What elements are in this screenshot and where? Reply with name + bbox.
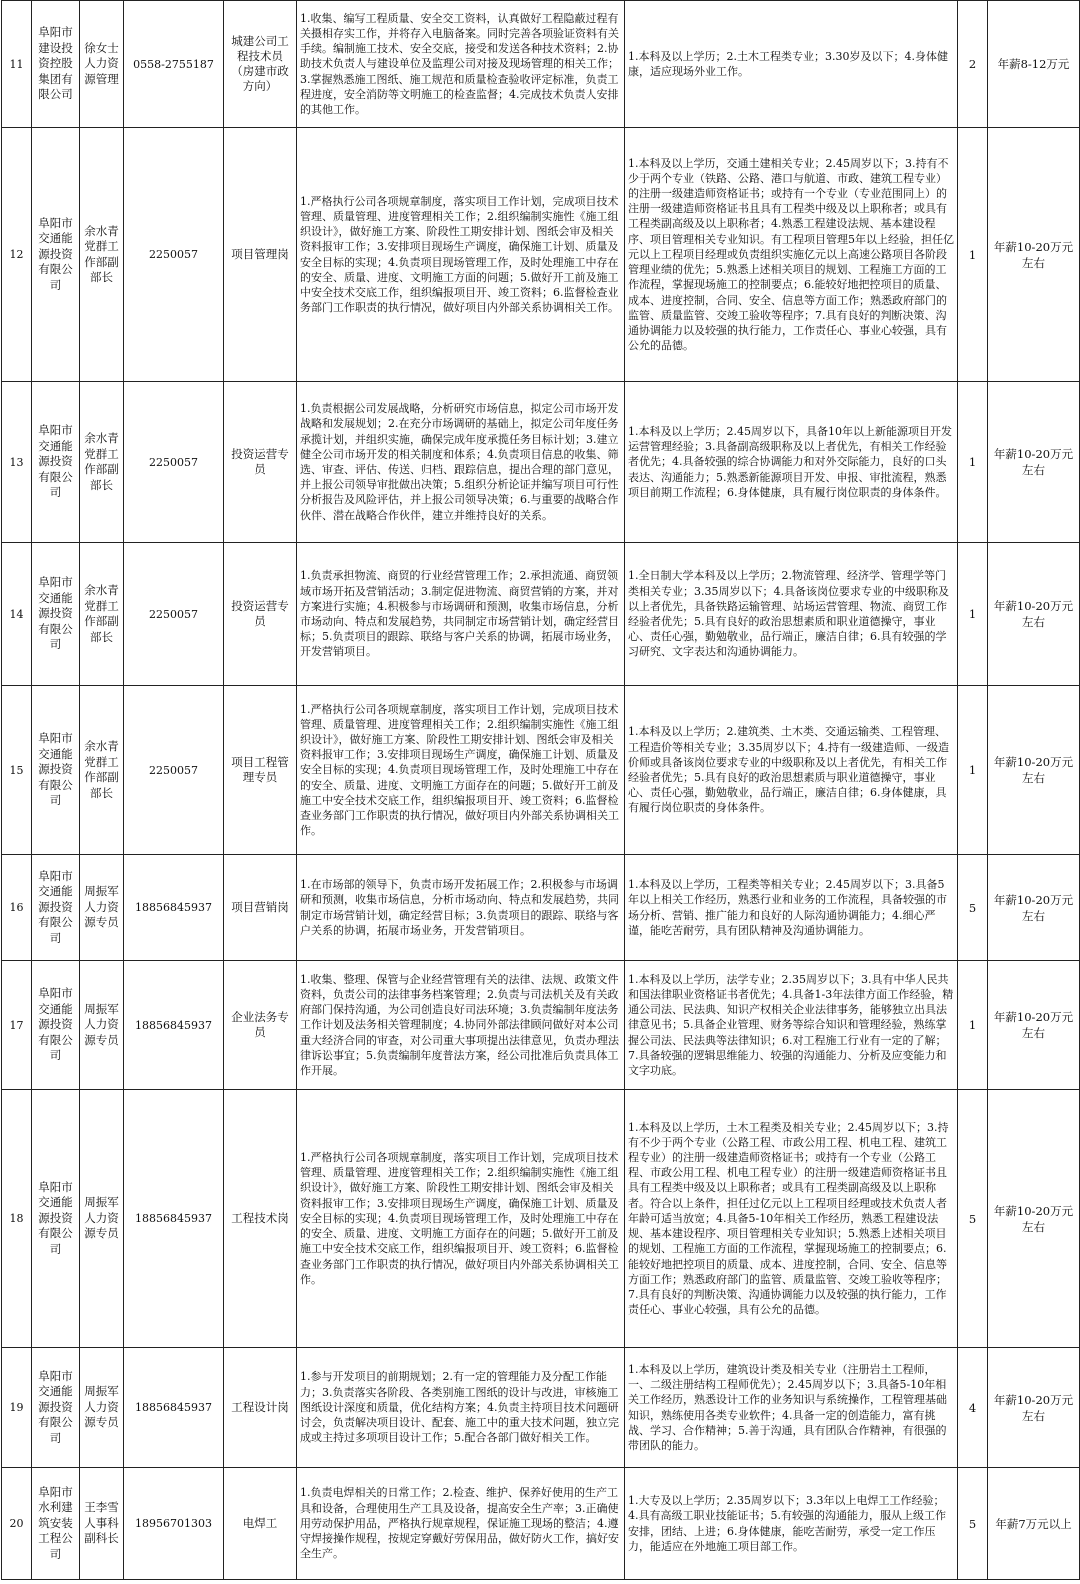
company-name: 阜阳市交通能源投资有限公司 <box>32 382 80 543</box>
contact-phone: 18856845937 <box>124 1348 224 1468</box>
job-duties: 1.在市场部的领导下，负责市场开发拓展工作；2.积极参与市场调研和预测，收集市场信息，分析市场动向、特点和发展趋势，共同制定市场营销计划，确定经营目标；3.负责项目的跟踪、联络与客户关系的协调，拓展市场业务，开发营销项目。 <box>297 855 625 961</box>
table-row <box>2 961 1080 1090</box>
company-name: 阜阳市交通能源投资有限公司 <box>32 686 80 855</box>
job-duties: 1.严格执行公司各项规章制度，落实项目工作计划，完成项目技术管理、质量管理、进度管理相关工作；2.组织编制实施性《施工组织设计》，做好施工方案、阶段性工期安排计划、图纸会审及相关资料报审工作；3.安排项目现场生产调度，确保施工计划、质量及安全目标的实现；4.负责项目现场管理工作，及时处理施工中存在的安全、质量、进度、文明施工方面存在的问题；5.做好开工前及施工中安全技术交底工作，组织编报项目开、竣工资料；6.监督检查业务部门工作职责的执行情况，做好项目内外部关系协调相关工作。 <box>297 1090 625 1348</box>
job-duties: 1.负责电焊相关的日常工作；2.检查、维护、保养好使用的生产工具和设备，合理使用生产工具及设备，提高安全生产率；3.正确使用劳动保护用品，严格执行规章规程，保证施工现场的整洁；4.遵守焊接操作规程，按规定穿戴好劳保用品，做好防火工作，搞好安全生产。 <box>297 1468 625 1580</box>
contact-person: 周振军人力资源专员 <box>80 1090 124 1348</box>
row-number: 16 <box>2 855 32 961</box>
salary: 年薪10-20万元左右 <box>988 128 1080 382</box>
row-number: 12 <box>2 128 32 382</box>
row-number: 19 <box>2 1348 32 1468</box>
contact-person: 余水青党群工作部副部长 <box>80 128 124 382</box>
salary: 年薪7万元以上 <box>988 1468 1080 1580</box>
job-duties: 1.负责承担物流、商贸的行业经营管理工作；2.承担流通、商贸领域市场开拓及营销活动；3.制定促进物流、商贸营销的方案，并对方案进行实施；4.积极参与市场调研和预测，收集市场信息，分析市场动向、特点和发展趋势，共同制定市场营销计划，确定经营目标；5.负责项目的跟踪、联络与客户关系的协调，拓展市场业务，开发营销项目。 <box>297 543 625 686</box>
table-row <box>2 1348 1080 1468</box>
company-name: 阜阳市交通能源投资有限公司 <box>32 1090 80 1348</box>
company-name: 阜阳市交通能源投资有限公司 <box>32 128 80 382</box>
position-title: 投资运营专员 <box>224 382 297 543</box>
salary: 年薪10-20万元左右 <box>988 1090 1080 1348</box>
contact-phone: 2250057 <box>124 382 224 543</box>
company-name: 阜阳市交通能源投资有限公司 <box>32 961 80 1090</box>
salary: 年薪10-20万元左右 <box>988 686 1080 855</box>
position-title: 项目营销岗 <box>224 855 297 961</box>
hiring-count: 5 <box>958 1090 988 1348</box>
table-row <box>2 128 1080 382</box>
job-requirements: 1.本科及以上学历，建筑设计类及相关专业（注册岩土工程师，一、二级注册结构工程师优先）；2.45周岁以下；3.具备5-10年相关工作经历，熟悉设计工作的业务知识与系统操作，工程管理基础知识，熟练使用各类专业软件；4.具备一定的创造能力，富有挑战、学习、合作精神；5.善于沟通，具有团队合作精神，有很强的带团队的能力。 <box>625 1348 958 1468</box>
salary: 年薪8-12万元 <box>988 1 1080 128</box>
contact-person: 徐女士人力资源管理 <box>80 1 124 128</box>
job-requirements: 1.全日制大学本科及以上学历；2.物流管理、经济学、管理学等门类相关专业；3.35周岁以下；4.具备该岗位要求专业的中级职称及以上者优先，具备铁路运输管理、站场运营管理、物流、商贸工作经验者优先；5.具有良好的政治思想素质和职业道德操守，事业心、责任心强，勤勉敬业，品行端正，廉洁自律；6.具有较强的学习研究、文字表达和沟通协调能力。 <box>625 543 958 686</box>
hiring-count: 1 <box>958 686 988 855</box>
position-title: 工程设计岗 <box>224 1348 297 1468</box>
hiring-count: 1 <box>958 382 988 543</box>
job-requirements: 1.本科及以上学历；2.土木工程类专业；3.30岁及以下；4.身体健康，适应现场外业工作。 <box>625 1 958 128</box>
salary: 年薪10-20万元左右 <box>988 961 1080 1090</box>
job-requirements: 1.本科及以上学历，法学专业；2.35周岁以下；3.具有中华人民共和国法律职业资格证书者优先；4.具备1-3年法律方面工作经验，精通公司法、民法典、知识产权相关企业法律事务，能够独立出具法律意见书；5.具备企业管理、财务等综合知识和管理经验，熟练掌握公司法、民法典等法律知识；6.对工程施工行业有一定的了解；7.具备较强的逻辑思维能力、较强的沟通能力、分析及应变能力和文字功底。 <box>625 961 958 1090</box>
table-row <box>2 855 1080 961</box>
salary: 年薪10-20万元左右 <box>988 855 1080 961</box>
position-title: 项目管理岗 <box>224 128 297 382</box>
company-name: 阜阳市水利建筑安装工程公司 <box>32 1468 80 1580</box>
table-row <box>2 1468 1080 1580</box>
table-row <box>2 382 1080 543</box>
company-name: 阜阳市交通能源投资有限公司 <box>32 1348 80 1468</box>
hiring-count: 5 <box>958 855 988 961</box>
contact-person: 余水青党群工作部副部长 <box>80 686 124 855</box>
row-number: 17 <box>2 961 32 1090</box>
company-name: 阜阳市交通能源投资有限公司 <box>32 543 80 686</box>
contact-phone: 2250057 <box>124 686 224 855</box>
contact-phone: 18856845937 <box>124 961 224 1090</box>
table-row <box>2 1 1080 128</box>
row-number: 11 <box>2 1 32 128</box>
job-duties: 1.严格执行公司各项规章制度，落实项目工作计划，完成项目技术管理、质量管理、进度管理相关工作；2.组织编制实施性《施工组织设计》，做好施工方案、阶段性工期安排计划、图纸会审及相关资料报审工作；3.安排项目现场生产调度，确保施工计划、质量及安全目标的实现；4.负责项目现场管理工作，及时处理施工中存在的安全、质量、进度、文明施工方面的问题；5.做好开工前及施工中安全技术交底工作，组织编报项目开、竣工资料；6.监督检查业务部门工作职责的执行情况，做好项目内外部关系协调相关工作。 <box>297 128 625 382</box>
position-title: 城建公司工程技术员（房建市政方向） <box>224 1 297 128</box>
contact-person: 周振军人力资源专员 <box>80 961 124 1090</box>
hiring-count: 2 <box>958 1 988 128</box>
company-name: 阜阳市建设投资控股集团有限公司 <box>32 1 80 128</box>
contact-phone: 2250057 <box>124 543 224 686</box>
table-row <box>2 543 1080 686</box>
hiring-count: 1 <box>958 961 988 1090</box>
salary: 年薪10-20万元左右 <box>988 543 1080 686</box>
contact-phone: 18856845937 <box>124 1090 224 1348</box>
position-title: 工程技术岗 <box>224 1090 297 1348</box>
hiring-count: 1 <box>958 128 988 382</box>
table-row <box>2 1090 1080 1348</box>
contact-person: 余水青党群工作部副部长 <box>80 382 124 543</box>
job-requirements: 1.本科及以上学历，土木工程类及相关专业；2.45周岁以下；3.持有不少于两个专业（公路工程、市政公用工程、机电工程、建筑工程专业）的注册一级建造师资格证书；或持有一个专业（公路工程、市政公用工程、机电工程专业）的注册一级建造师资格证书且具有工程类中级及以上职称者；或具有工程类副高级及以上职称者。符合以上条件，担任过亿元以上工程项目经理或技术负责人者年龄可适当放宽；4.具备5-10年相关工作经历，熟悉工程建设法规、基本建设程序、项目管理相关专业知识；5.熟悉上述相关项目的规划、工程施工方面的工作流程，掌握现场施工的控制要点；6.能较好地把控项目的质量、成本、进度控制，合同、安全、信息等方面工作；熟悉政府部门的监管、质量监管、交竣工验收等程序；7.具有良好的判断决策、沟通协调能力以及较强的执行能力，工作责任心、事业心较强，具有公允的品德。 <box>625 1090 958 1348</box>
contact-phone: 0558-2755187 <box>124 1 224 128</box>
row-number: 13 <box>2 382 32 543</box>
job-listing-table <box>1 0 1080 1580</box>
hiring-count: 5 <box>958 1468 988 1580</box>
hiring-count: 4 <box>958 1348 988 1468</box>
row-number: 20 <box>2 1468 32 1580</box>
position-title: 电焊工 <box>224 1468 297 1580</box>
job-requirements: 1.本科及以上学历，交通土建相关专业；2.45周岁以下；3.持有不少于两个专业（铁路、公路、港口与航道、市政、建筑工程专业）的注册一级建造师资格证书；或持有一个专业（专业范围同上）的注册一级建造师资格证书且具有工程类中级及以上职称者；或具有工程类副高级及以上职称者；4.熟悉工程建设法规、基本建设程序、项目管理相关专业知识。有工程项目管理5年以上经验，担任亿元以上工程项目经理或负责组织实施亿元以上高速公路项目各阶段管理业绩的优先；5.熟悉上述相关项目的规划、工程施工方面的工作流程，掌握现场施工的控制要点；6.能较好地把控项目的质量、成本、进度控制，合同、安全、信息等方面工作；熟悉政府部门的监管、质量监管、交竣工验收等程序；7.具有良好的判断决策、沟通协调能力以及较强的执行能力，工作责任心、事业心较强，具有公允的品德。 <box>625 128 958 382</box>
contact-person: 余水青党群工作部副部长 <box>80 543 124 686</box>
table-body <box>2 1 1080 1580</box>
row-number: 14 <box>2 543 32 686</box>
table-row <box>2 686 1080 855</box>
company-name: 阜阳市交通能源投资有限公司 <box>32 855 80 961</box>
job-requirements: 1.本科及以上学历，工程类等相关专业；2.45周岁以下；3.具备5年以上相关工作经历，熟悉行业和业务的工作流程，具备较强的市场分析、营销、推广能力和良好的人际沟通协调能力；4.细心严谨，能吃苦耐劳，具有团队精神及沟通协调能力。 <box>625 855 958 961</box>
salary: 年薪10-20万元左右 <box>988 382 1080 543</box>
row-number: 15 <box>2 686 32 855</box>
position-title: 企业法务专员 <box>224 961 297 1090</box>
contact-person: 周振军人力资源专员 <box>80 1348 124 1468</box>
job-requirements: 1.本科及以上学历；2.45周岁以下，具备10年以上新能源项目开发运营管理经验；3.具备副高级职称及以上者优先，有相关工作经验者优先；4.具备较强的综合协调能力和对外交际能力，良好的口头表达、沟通能力；5.熟悉新能源项目开发、申报、审批流程，熟悉项目前期工作流程；6.身体健康，具有履行岗位职责的身体条件。 <box>625 382 958 543</box>
contact-person: 周振军人力资源专员 <box>80 855 124 961</box>
position-title: 投资运营专员 <box>224 543 297 686</box>
contact-phone: 18956701303 <box>124 1468 224 1580</box>
hiring-count: 1 <box>958 543 988 686</box>
contact-phone: 2250057 <box>124 128 224 382</box>
job-duties: 1.收集、整理、保管与企业经营管理有关的法律、法规、政策文件资料，负责公司的法律事务档案管理；2.负责与司法机关及有关政府部门保持沟通，为公司创造良好司法环境；3.负责编制年度法务工作计划及法务相关管理制度；4.协同外部法律顾问做好对本公司重大经济合同的审查，对公司重大事项提出法律意见，负责办理法律诉讼事宜；5.负责编制年度普法方案，经公司批准后负责具体工作开展。 <box>297 961 625 1090</box>
job-duties: 1.严格执行公司各项规章制度，落实项目工作计划，完成项目技术管理、质量管理、进度管理相关工作；2.组织编制实施性《施工组织设计》，做好施工方案、阶段性工期安排计划、图纸会审及相关资料报审工作；3.安排项目现场生产调度，确保施工计划、质量及安全目标的实现；4.负责项目现场管理工作，及时处理施工中存在的安全、质量、进度、文明施工方面存在的问题；5.做好开工前及施工中安全技术交底工作，组织编报项目开、竣工资料；6.监督检查业务部门工作职责的执行情况，做好项目内外部关系协调相关工作。 <box>297 686 625 855</box>
contact-person: 王李雪人事科副科长 <box>80 1468 124 1580</box>
row-number: 18 <box>2 1090 32 1348</box>
salary: 年薪10-20万元左右 <box>988 1348 1080 1468</box>
job-requirements: 1.大专及以上学历；2.35周岁以下；3.3年以上电焊工工作经验；4.具有高级工职业技能证书；5.有较强的沟通能力，服从上级工作安排，团结、上进；6.身体健康，能吃苦耐劳，承受一定工作压力，能适应在外地施工项目部工作。 <box>625 1468 958 1580</box>
contact-phone: 18856845937 <box>124 855 224 961</box>
job-requirements: 1.本科及以上学历；2.建筑类、土木类、交通运输类、工程管理、工程造价等相关专业；3.35周岁以下；4.持有一级建造师、一级造价师或具备该岗位要求专业的中级职称及以上者优先，有相关工作经验者优先；5.具有良好的政治思想素质与职业道德操守，事业心、责任心强，勤勉敬业，品行端正，廉洁自律；6.身体健康，具有履行岗位职责的身体条件。 <box>625 686 958 855</box>
job-duties: 1.收集、编写工程质量、安全交工资料，认真做好工程隐蔽过程有关摄相存实工作，并将存入电脑备案。同时完善各项验证资料有关手续。编制施工技术、安全交底，接受和发送各种技术资料；2.协助技术负责人与建设单位及监理公司对接及现场管理的相关工作；3.掌握熟悉施工图纸、施工规范和质量检查验收评定标准，负责工程进度，安全消防等文明施工的检查监督；4.完成技术负责人安排的其他工作。 <box>297 1 625 128</box>
position-title: 项目工程管理专员 <box>224 686 297 855</box>
job-duties: 1.参与开发项目的前期规划；2.有一定的管理能力及分配工作能力；3.负责落实各阶段、各类别施工图纸的设计与改进，审核施工图纸设计深度和质量，优化结构方案；4.负责主持项目技术问题研讨会，负责解决项目设计、配套、施工中的重大技术问题，独立完成或主持过多项项目设计工作；5.配合各部门做好相关工作。 <box>297 1348 625 1468</box>
job-duties: 1.负责根据公司发展战略，分析研究市场信息，拟定公司市场开发战略和发展规划；2.在充分市场调研的基础上，拟定公司年度任务承揽计划，并组织实施，确保完成年度承揽任务目标计划；3.建立健全公司市场开发的相关制度和体系；4.负责项目信息的收集、筛选、审查、评估、传送、归档、跟踪信息，提出合理的部门意见，并上报公司领导审批做出决策；5.组织分析论证并编写项目可行性分析报告及风险评估，并上报公司领导决策；6.与重要的战略合作伙伴、潜在战略合作伙伴，建立并维持良好的关系。 <box>297 382 625 543</box>
